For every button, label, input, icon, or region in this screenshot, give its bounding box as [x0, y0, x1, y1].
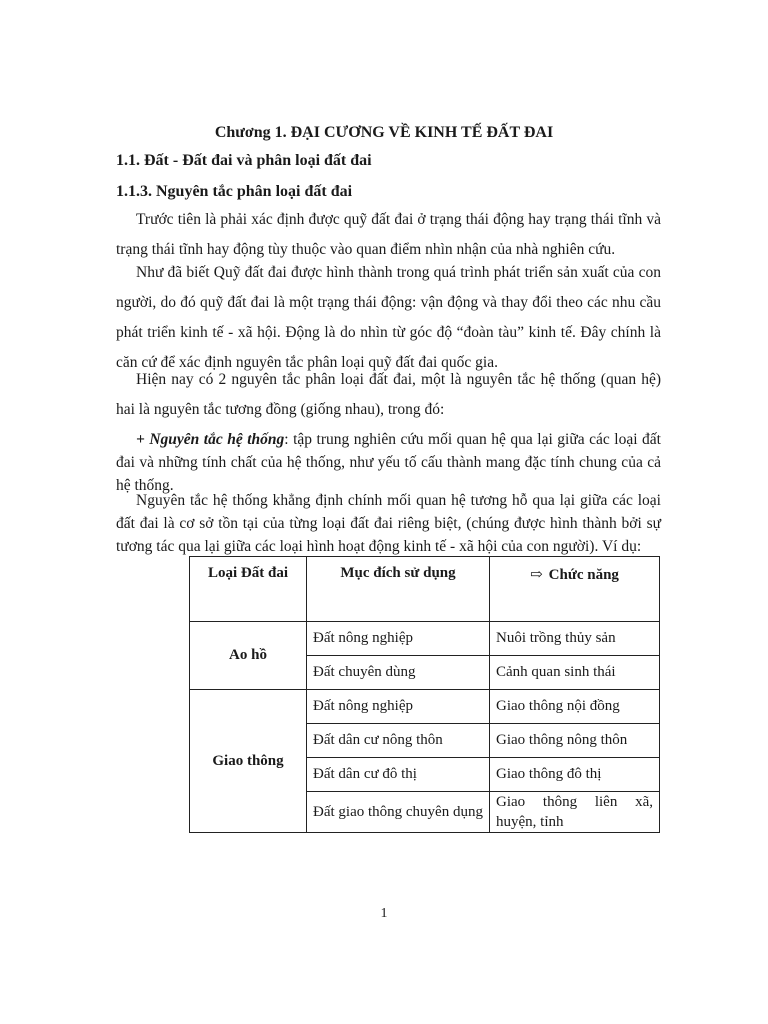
chapter-title: Chương 1. ĐẠI CƯƠNG VỀ KINH TẾ ĐẤT ĐAI: [214, 124, 554, 141]
land-classification-table: [189, 556, 660, 833]
function-cell: Giao thông đô thị: [490, 758, 660, 792]
group-cell: Giao thông: [190, 690, 307, 833]
purpose-cell: Đất chuyên dùng: [307, 656, 490, 690]
paragraph-3: Hiện nay có 2 nguyên tắc phân loại đất đai, một là nguyên tắc hệ thống (quan hệ) hai là nguyên tắc tương đồng (giống nhau), trong đó:: [116, 371, 661, 418]
section-heading-1-1: 1.1. Đất - Đất đai và phân loại đất đai: [116, 152, 372, 169]
function-cell: Giao thông nội đồng: [490, 690, 660, 724]
purpose-cell: Đất nông nghiệp: [307, 622, 490, 656]
function-cell: Giao thông liên xã, huyện, tỉnh: [490, 792, 660, 833]
function-cell: Giao thông nông thôn: [490, 724, 660, 758]
purpose-cell: Đất dân cư đô thị: [307, 758, 490, 792]
header-function: [490, 557, 660, 622]
header-land-type: Loại Đất đai: [190, 557, 307, 622]
table-row: [190, 690, 660, 724]
header-purpose: Mục đích sử dụng: [307, 557, 490, 622]
principle-text: : tập trung nghiên cứu mối quan hệ qua lại giữa các loại đất đai và những tính chất của hệ thống, như yếu tố cấu thành mang đặc tính chung của cả hệ thống.: [116, 431, 661, 494]
paragraph-2: Như đã biết Quỹ đất đai được hình thành trong quá trình phát triển sản xuất của con người, do đó quỹ đất đai là một trạng thái động: vận động và thay đổi theo các nhu cầu phát triển kinh tế - xã hội. Động là do nhìn từ góc độ “đoàn tàu” kinh tế. Đây chính là căn cứ để xác định nguyên tắc phân loại quỹ đất đai quốc gia.: [116, 264, 661, 371]
arrow-right-outline-icon: ⇨: [530, 567, 543, 583]
function-cell: Cảnh quan sinh thái: [490, 656, 660, 690]
purpose-cell: Đất dân cư nông thôn: [307, 724, 490, 758]
function-cell: Nuôi trồng thủy sản: [490, 622, 660, 656]
paragraph-5: Nguyên tắc hệ thống khẳng định chính mối quan hệ tương hỗ qua lại giữa các loại đất đai là cơ sở tồn tại của từng loại đất đai riêng biệt, (chúng được hình thành bởi sự tương tác qua lại giữa các loại hình hoạt động kinh tế - xã hội của con người). Ví dụ:: [116, 492, 661, 555]
purpose-cell: Đất nông nghiệp: [307, 690, 490, 724]
paragraph-1: Trước tiên là phải xác định được quỹ đất đai ở trạng thái động hay trạng thái tĩnh và trạng thái tĩnh hay động tùy thuộc vào quan điểm nhìn nhận của nhà nghiên cứu.: [116, 211, 661, 258]
group-cell: Ao hồ: [190, 622, 307, 690]
table-row: [190, 622, 660, 656]
table-header-row: [190, 557, 660, 622]
section-heading-1-1-3: 1.1.3. Nguyên tắc phân loại đất đai: [116, 183, 353, 200]
principle-lead: + Nguyên tắc hệ thống: [136, 431, 285, 448]
page-number: 1: [380, 906, 388, 921]
header-function-label: Chức năng: [548, 567, 619, 583]
purpose-cell: Đất giao thông chuyên dụng: [307, 792, 490, 833]
paragraph-4: [116, 428, 661, 497]
